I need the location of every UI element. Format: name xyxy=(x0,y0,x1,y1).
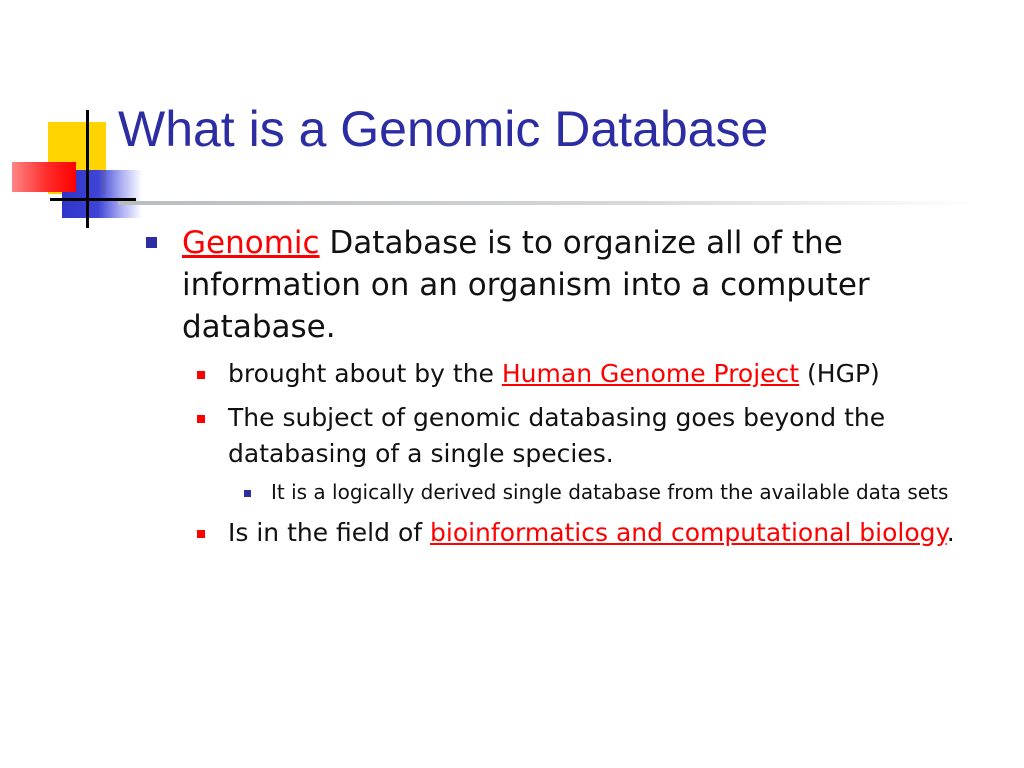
bullet-item-4 xyxy=(140,478,1000,507)
bullet-item-4-text: It is a logically derived single database from the available data sets xyxy=(271,480,949,504)
title-divider xyxy=(118,201,978,205)
bullet-item-2 xyxy=(140,356,1000,392)
bullet-item-3-text: The subject of genomic databasing goes beyond the databasing of a single species. xyxy=(228,403,886,468)
square-bullet-icon xyxy=(197,415,205,423)
square-bullet-icon xyxy=(197,371,205,379)
genomic-link[interactable]: Genomic xyxy=(182,225,320,261)
bullet-item-5-text-before: Is in the field of xyxy=(228,518,430,547)
bullet-item-3 xyxy=(140,400,1000,472)
bullet-list xyxy=(140,222,1000,551)
red-bar xyxy=(12,162,76,192)
bullet-item-1 xyxy=(140,222,1000,348)
bullet-item-2-text-before: brought about by the xyxy=(228,359,502,388)
square-bullet-icon xyxy=(197,530,205,538)
bullet-item-1-text: Database is to organize all of the information on an organism into a computer database. xyxy=(182,225,870,345)
slide-title: What is a Genomic Database xyxy=(118,101,769,157)
vertical-line xyxy=(86,110,89,228)
square-bullet-icon xyxy=(244,490,251,497)
bullet-item-5-text-after: . xyxy=(946,518,955,547)
bullet-item-2-text-after: (HGP) xyxy=(799,359,880,388)
bioinformatics-link[interactable]: bioinformatics and computational biology xyxy=(430,518,947,547)
human-genome-project-link[interactable]: Human Genome Project xyxy=(501,359,800,388)
bullet-item-5 xyxy=(140,515,1000,551)
square-bullet-icon xyxy=(146,237,157,248)
